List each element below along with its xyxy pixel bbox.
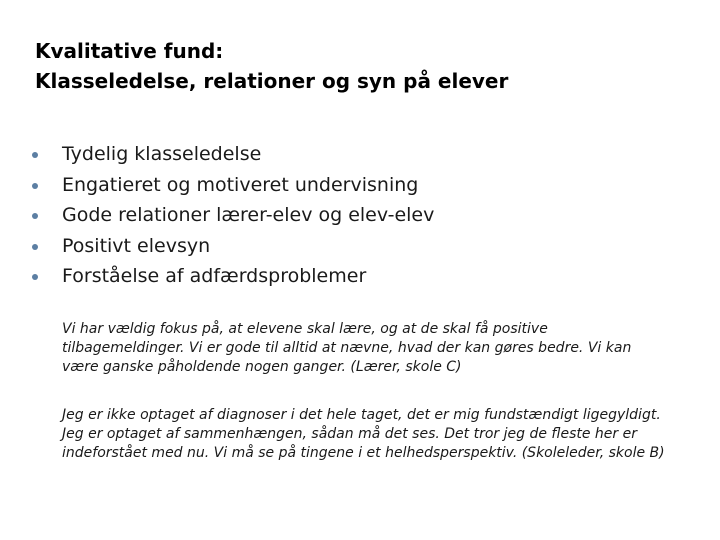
bullet-icon (32, 274, 38, 280)
bullet-icon (32, 244, 38, 250)
bullet-text: Engatieret og motiveret undervisning (62, 173, 419, 196)
quote-line: indeforstået med nu. Vi må se på tingene i et helhedsperspektiv. (Skoleleder, skole B) (62, 445, 665, 461)
bullet-text: Forståelse af adfærdsproblemer (62, 265, 367, 287)
quote-line: være ganske påholdende nogen ganger. (Lærer, skole C) (62, 359, 462, 375)
bullet-icon (32, 213, 38, 219)
quote-line: Vi har vældig fokus på, at elevene skal lære, og at de skal få positive (62, 321, 548, 337)
bullet-text: Gode relationer lærer-elev og elev-elev (62, 204, 435, 226)
bullet-text: Positivt elevsyn (62, 234, 211, 257)
slide-title (35, 36, 695, 96)
slide-title-line-1: Kvalitative fund: (35, 39, 224, 63)
bullet-icon (32, 152, 38, 158)
quote-line: tilbagemeldinger. Vi er gode til alltid at nævne, hvad der kan gøres bedre. Vi kan (62, 340, 632, 356)
bullet-text: Tydelig klasseledelse (62, 143, 262, 165)
quote-line: Jeg er ikke optaget af diagnoser i det hele taget, det er mig fundstændigt ligegyldigt. (62, 407, 661, 423)
bullet-icon (32, 183, 38, 189)
teacher-quote (62, 320, 702, 377)
slide-title-line-2: Klasseledelse, relationer og syn på elever (35, 69, 509, 93)
school-leader-quote (62, 406, 702, 463)
quote-line: Jeg er optaget af sammenhængen, sådan må det ses. Det tror jeg de fleste her er (62, 426, 637, 442)
